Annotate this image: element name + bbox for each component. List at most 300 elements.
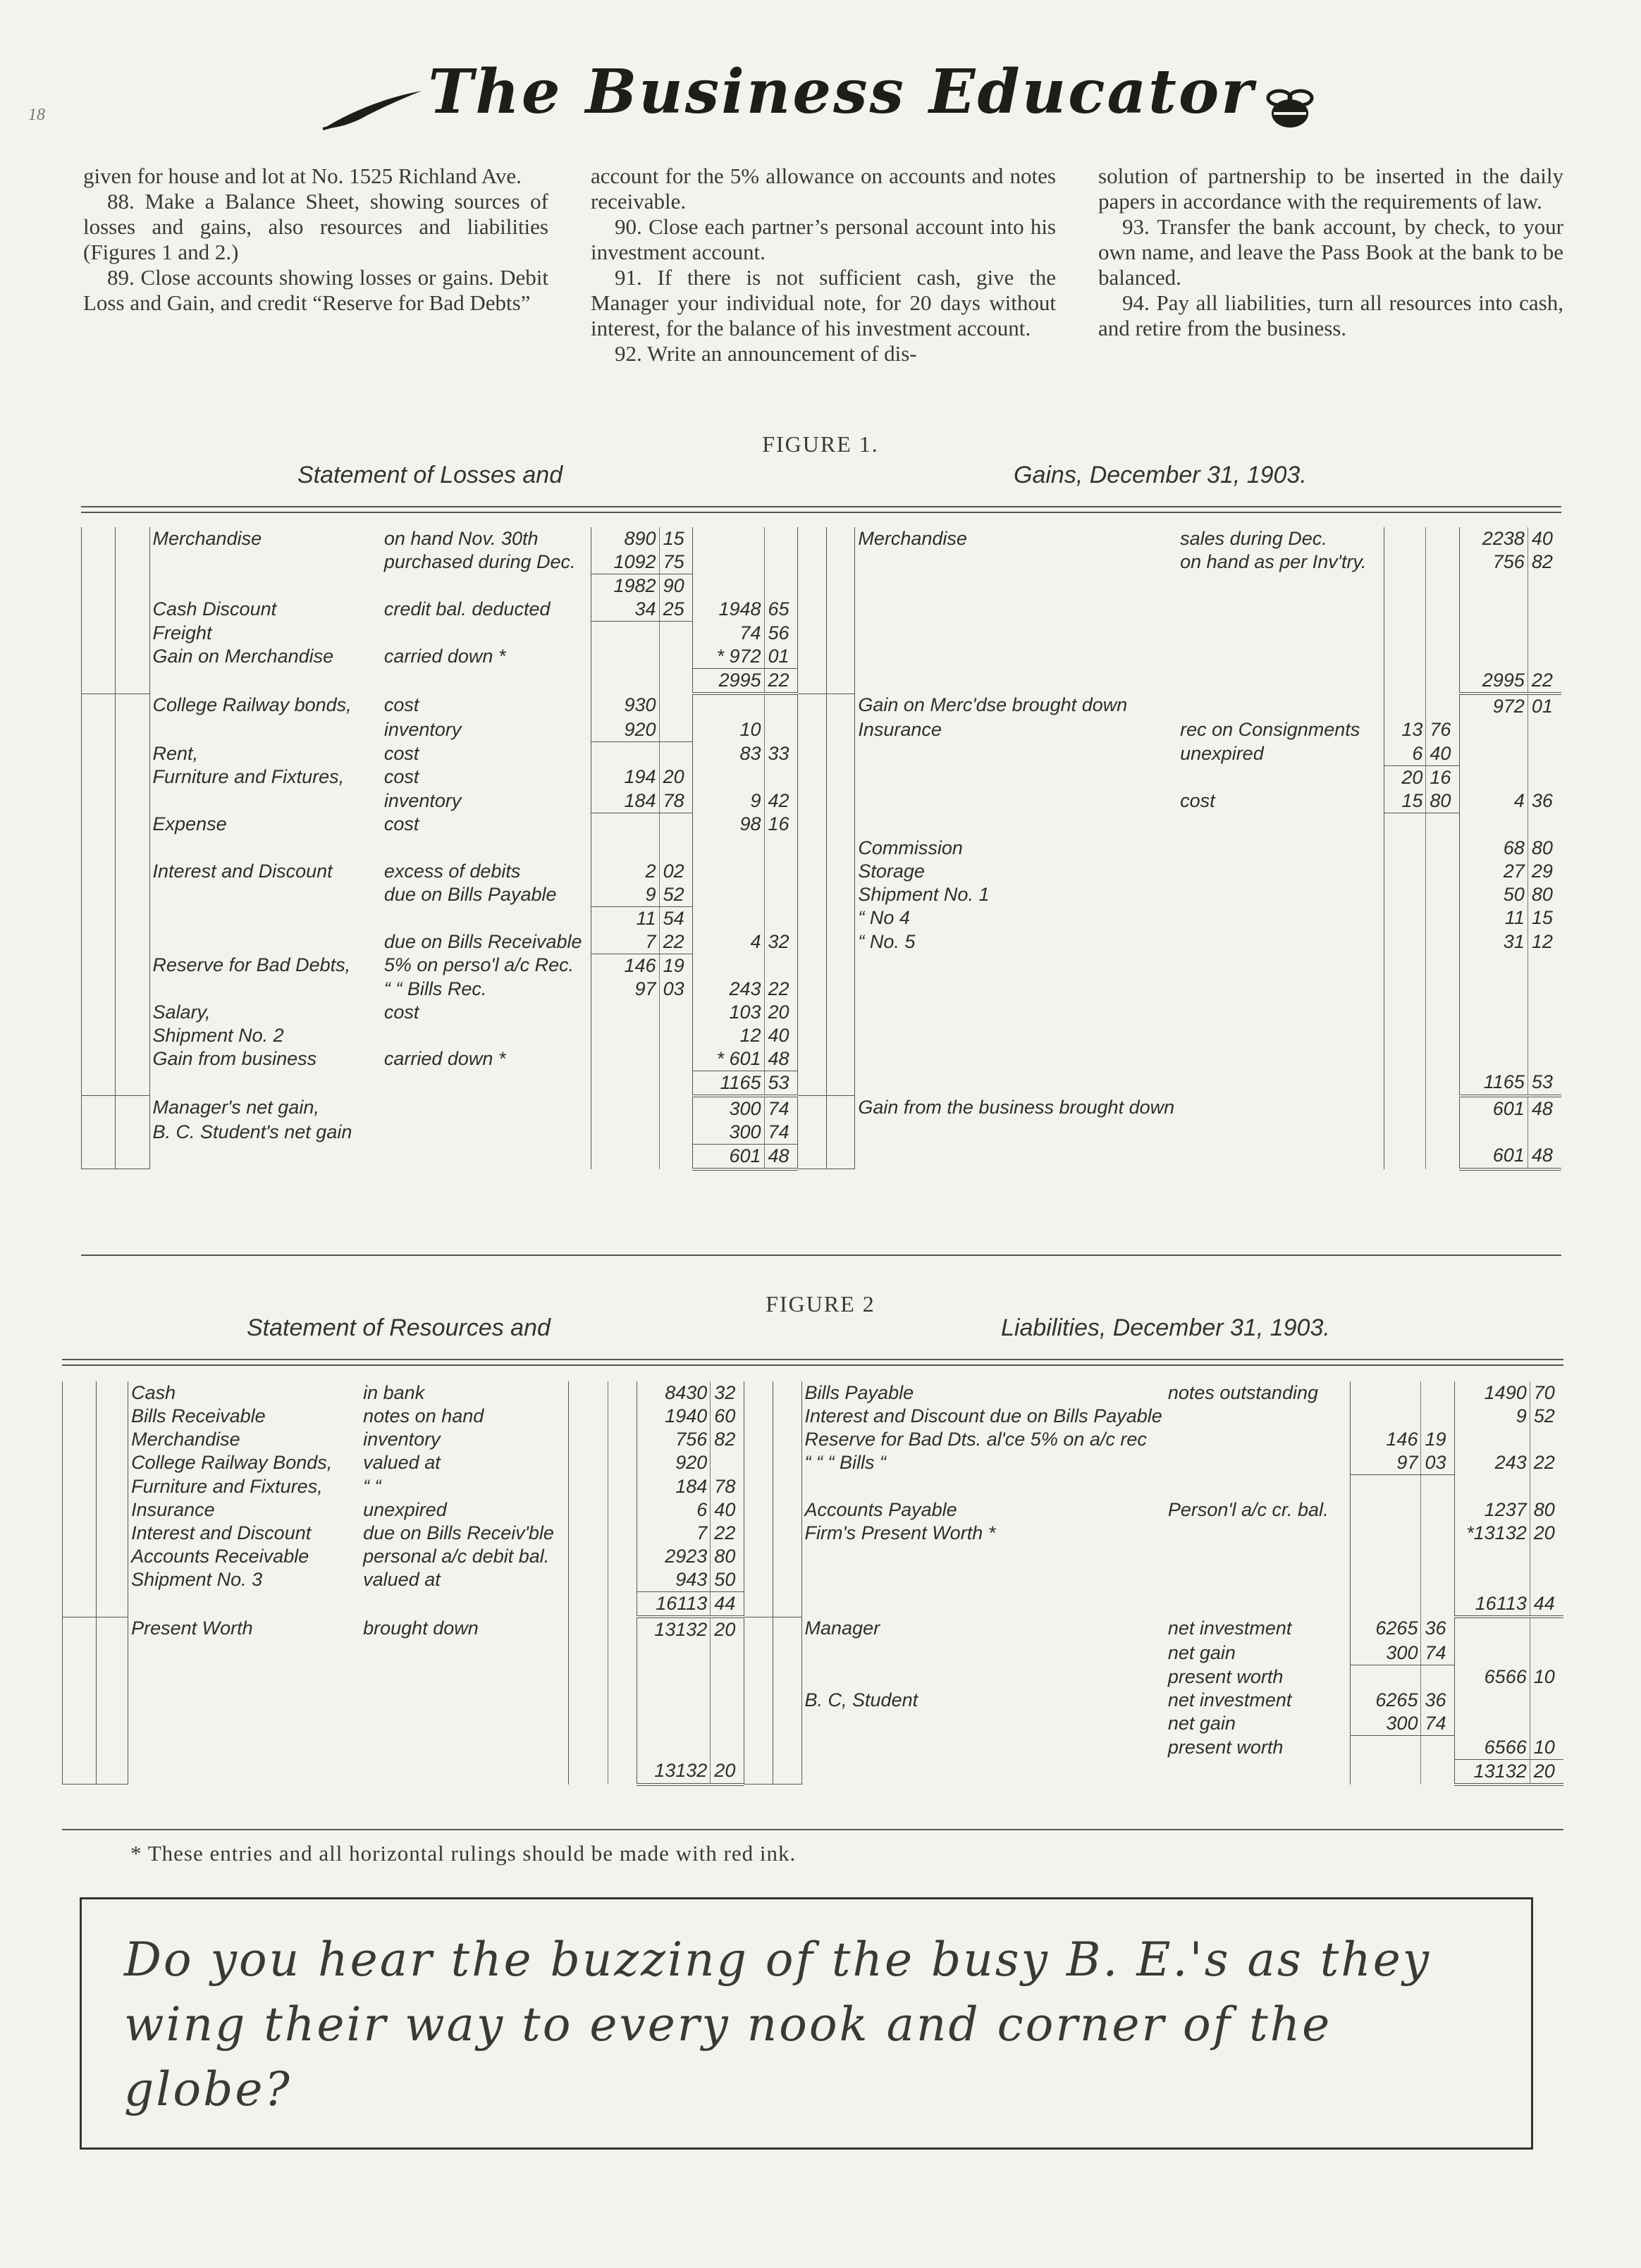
ledger-cents-right: 01 bbox=[1528, 694, 1561, 718]
ledger-amount-inner-right: 6265 bbox=[1350, 1689, 1421, 1712]
ledger-row bbox=[63, 1405, 1564, 1428]
ledger-amount-inner-right bbox=[1384, 837, 1426, 860]
ledger-detail bbox=[381, 1024, 591, 1047]
ledger-account: Shipment No. 2 bbox=[149, 1024, 381, 1047]
ledger-cents: 50 bbox=[711, 1568, 744, 1592]
ledger-account-right bbox=[855, 1024, 1177, 1047]
ledger-margin bbox=[116, 527, 149, 550]
ledger-cents-inner bbox=[659, 813, 693, 837]
ledger-margin bbox=[63, 1428, 97, 1451]
ledger-margin bbox=[773, 1522, 801, 1545]
ledger-margin bbox=[116, 1001, 149, 1024]
ledger-amount-inner bbox=[568, 1592, 608, 1617]
ledger-margin bbox=[826, 645, 855, 669]
quill-pen-icon bbox=[319, 85, 425, 135]
ledger-margin bbox=[82, 1121, 116, 1145]
ledger-amount-inner bbox=[591, 1047, 659, 1071]
ledger-row bbox=[82, 954, 1562, 978]
ledger-amount: 98 bbox=[693, 813, 764, 837]
ledger-cents-inner bbox=[659, 1121, 693, 1145]
ledger-amount-right bbox=[1460, 1001, 1528, 1024]
ledger-margin bbox=[82, 1024, 116, 1047]
ledger-margin bbox=[63, 1759, 97, 1785]
ledger-detail: cost bbox=[383, 694, 419, 715]
ledger-margin bbox=[63, 1405, 97, 1428]
ledger-cents-inner-right bbox=[1421, 1498, 1455, 1522]
ledger-cents: 80 bbox=[711, 1545, 744, 1568]
ledger-detail bbox=[381, 574, 591, 598]
ledger-cents: 56 bbox=[764, 622, 798, 646]
ledger-amount bbox=[693, 765, 764, 789]
ledger-cents-right bbox=[1530, 1641, 1563, 1665]
ledger-margin bbox=[97, 1475, 128, 1499]
ledger-row bbox=[82, 1071, 1562, 1096]
ledger-amount bbox=[637, 1736, 711, 1760]
ledger-amount-inner: 1092 bbox=[591, 550, 659, 574]
article-paragraph: given for house and lot at No. 1525 Richland Ave. bbox=[83, 164, 522, 188]
ledger-detail: due on Bills Receivable bbox=[383, 930, 582, 952]
ledger-amount-inner bbox=[568, 1522, 608, 1545]
ledger-detail-right bbox=[1165, 1405, 1350, 1428]
ledger-detail bbox=[360, 1592, 568, 1617]
ledger-account bbox=[128, 1592, 361, 1617]
ledger-amount-inner-right bbox=[1384, 860, 1426, 883]
ledger-account-right bbox=[855, 598, 1177, 622]
ledger-account-right bbox=[855, 813, 1177, 837]
ledger-margin bbox=[744, 1428, 773, 1451]
ledger-account-right bbox=[855, 645, 1177, 669]
ledger-cents-inner-right bbox=[1421, 1736, 1455, 1760]
ledger-margin bbox=[116, 742, 149, 766]
ledger-amount-inner bbox=[568, 1568, 608, 1592]
ledger-cents-inner-right: 36 bbox=[1421, 1689, 1455, 1712]
ledger-cents-right: 10 bbox=[1530, 1736, 1563, 1760]
ledger-margin bbox=[82, 837, 116, 860]
ledger-margin bbox=[97, 1451, 128, 1475]
ledger-margin bbox=[116, 622, 149, 646]
ledger-account-right bbox=[855, 1144, 1177, 1169]
ledger-margin bbox=[63, 1689, 97, 1712]
ledger-margin bbox=[82, 883, 116, 907]
ledger-margin bbox=[826, 906, 855, 930]
ledger-margin bbox=[826, 718, 855, 742]
ledger-cents-inner bbox=[659, 1001, 693, 1024]
figure-1-top-rule-2 bbox=[81, 512, 1561, 513]
ledger-amount-inner bbox=[568, 1736, 608, 1760]
ledger-margin bbox=[82, 765, 116, 789]
ledger-amount-inner bbox=[568, 1381, 608, 1405]
ledger-cents-right bbox=[1528, 954, 1561, 978]
ledger-margin bbox=[744, 1475, 773, 1499]
ledger-detail: carried down * bbox=[383, 646, 506, 667]
ledger-row bbox=[82, 622, 1562, 646]
ledger-row bbox=[82, 978, 1562, 1001]
ledger-row bbox=[63, 1665, 1564, 1689]
ledger-cents-right bbox=[1528, 1047, 1561, 1071]
ledger-detail-right: notes outstanding bbox=[1167, 1382, 1318, 1403]
ledger-detail-right bbox=[1165, 1522, 1350, 1545]
ledger-margin bbox=[744, 1405, 773, 1428]
ledger-margin bbox=[116, 550, 149, 574]
ledger-amount-inner bbox=[591, 1071, 659, 1096]
ledger-margin bbox=[63, 1736, 97, 1760]
ledger-amount-right: 601 bbox=[1460, 1096, 1528, 1121]
ledger-account-right bbox=[855, 765, 1177, 789]
ledger-cents-right bbox=[1530, 1689, 1563, 1712]
ledger-account-right: “ No. 5 bbox=[855, 930, 1177, 954]
ledger-cents-inner-right bbox=[1421, 1545, 1455, 1568]
ledger-margin bbox=[744, 1545, 773, 1568]
ledger-margin bbox=[116, 954, 149, 978]
ledger-account-right bbox=[855, 1071, 1177, 1096]
ledger-margin bbox=[826, 1071, 855, 1096]
ledger-row bbox=[82, 598, 1562, 622]
ledger-cents-inner: 20 bbox=[659, 765, 693, 789]
ledger-amount-right: 13132 bbox=[1455, 1759, 1530, 1785]
ledger-detail-right bbox=[1177, 694, 1384, 718]
ledger-amount-inner: 146 bbox=[591, 954, 659, 978]
ledger-row bbox=[82, 906, 1562, 930]
ledger-detail bbox=[360, 1759, 568, 1785]
ledger-amount: 10 bbox=[693, 718, 764, 742]
ledger-margin bbox=[826, 1047, 855, 1071]
ledger-detail: “ “ bbox=[363, 1475, 381, 1497]
ledger-amount-inner: 194 bbox=[591, 765, 659, 789]
ledger-row bbox=[82, 1047, 1562, 1071]
ledger-row bbox=[63, 1759, 1564, 1785]
ledger-row bbox=[82, 789, 1562, 813]
ledger-detail-right bbox=[1177, 1001, 1384, 1024]
ledger-amount: 756 bbox=[637, 1428, 711, 1451]
ledger-margin bbox=[826, 527, 855, 550]
ledger-row bbox=[82, 837, 1562, 860]
ledger-cents-right: 22 bbox=[1528, 669, 1561, 694]
ledger-amount-right: 9 bbox=[1455, 1405, 1530, 1428]
ledger-amount-inner bbox=[591, 837, 659, 860]
ledger-amount-inner: 97 bbox=[591, 978, 659, 1001]
ledger-cents bbox=[711, 1689, 744, 1712]
ledger-account: Merchandise bbox=[149, 527, 381, 550]
ledger-cents bbox=[764, 765, 798, 789]
ledger-cents-inner bbox=[608, 1381, 637, 1405]
ledger-account: Salary, bbox=[149, 1001, 381, 1024]
ledger-amount-inner bbox=[591, 1144, 659, 1169]
ledger-amount: 920 bbox=[637, 1451, 711, 1475]
ledger-detail bbox=[381, 906, 591, 930]
ledger-margin bbox=[798, 1001, 827, 1024]
ledger-detail: cost bbox=[383, 766, 419, 787]
ledger-amount: 1165 bbox=[693, 1071, 764, 1096]
ledger-amount-right bbox=[1455, 1428, 1530, 1451]
ledger-amount-right: *13132 bbox=[1455, 1522, 1530, 1545]
ledger-cents-inner-right: 03 bbox=[1421, 1451, 1455, 1475]
ledger-amount-right bbox=[1455, 1641, 1530, 1665]
ledger-amount-right bbox=[1455, 1617, 1530, 1641]
ledger-amount-inner-right bbox=[1350, 1568, 1421, 1592]
ledger-margin bbox=[63, 1381, 97, 1405]
ledger-account: Cash bbox=[128, 1381, 361, 1405]
ledger-margin bbox=[798, 954, 827, 978]
ledger-detail bbox=[360, 1736, 568, 1760]
ledger-account bbox=[149, 1071, 381, 1096]
ledger-amount-inner: 2 bbox=[591, 860, 659, 883]
ledger-margin bbox=[826, 1001, 855, 1024]
ledger-account-right: Accounts Payable bbox=[801, 1498, 1165, 1522]
ledger-margin bbox=[798, 860, 827, 883]
ledger-margin bbox=[82, 622, 116, 646]
ledger-amount-right bbox=[1460, 765, 1528, 789]
ledger-margin bbox=[798, 669, 827, 694]
ledger-amount-inner-right: 6 bbox=[1384, 742, 1426, 766]
ledger-margin bbox=[63, 1665, 97, 1689]
ledger-margin bbox=[63, 1522, 97, 1545]
ledger-margin bbox=[97, 1381, 128, 1405]
ledger-margin bbox=[773, 1405, 801, 1428]
ledger-account bbox=[128, 1736, 361, 1760]
ledger-amount-inner-right bbox=[1350, 1759, 1421, 1785]
ledger-cents-right bbox=[1530, 1545, 1563, 1568]
ledger-cents-right bbox=[1530, 1568, 1563, 1592]
ledger-amount-inner: 184 bbox=[591, 789, 659, 813]
ledger-cents-inner-right: 40 bbox=[1426, 742, 1460, 766]
ledger-cents-inner bbox=[608, 1475, 637, 1499]
ledger-amount-inner: 920 bbox=[591, 718, 659, 742]
ledger-cents: 48 bbox=[764, 1144, 798, 1169]
ledger-margin bbox=[82, 742, 116, 766]
ledger-amount: 6 bbox=[637, 1498, 711, 1522]
ledger-margin bbox=[798, 883, 827, 907]
ledger-amount-inner bbox=[568, 1617, 608, 1641]
ledger-amount-inner bbox=[568, 1405, 608, 1428]
ledger-account-right: Reserve for Bad Dts. al'ce 5% on a/c rec bbox=[801, 1428, 1165, 1451]
ledger-amount-inner-right: 146 bbox=[1350, 1428, 1421, 1451]
ledger-margin bbox=[82, 694, 116, 718]
ledger-detail-right: net gain bbox=[1167, 1642, 1236, 1663]
ledger-amount-right: 16113 bbox=[1455, 1592, 1530, 1617]
ledger-margin bbox=[826, 1121, 855, 1145]
article-paragraph: solution of partnership to be inserted in the daily papers in accordance with the requirements of law. bbox=[1098, 164, 1563, 214]
ledger-cents-right bbox=[1530, 1712, 1563, 1736]
ledger-detail-right bbox=[1165, 1759, 1350, 1785]
ledger-account-right bbox=[855, 789, 1177, 813]
ledger-amount bbox=[693, 906, 764, 930]
ledger-cents-inner-right bbox=[1421, 1665, 1455, 1689]
ledger-cents-right bbox=[1528, 765, 1561, 789]
ledger-account: Rent, bbox=[149, 742, 381, 766]
ledger-cents-right bbox=[1528, 645, 1561, 669]
article-paragraph: 90. Close each partner’s personal account into his investment account. bbox=[591, 214, 1056, 264]
ledger-cents-right bbox=[1528, 813, 1561, 837]
ledger-cents-right bbox=[1528, 742, 1561, 766]
ledger-cents-inner bbox=[659, 694, 693, 718]
ledger-cents-right: 40 bbox=[1528, 527, 1561, 550]
ledger-margin bbox=[826, 694, 855, 718]
ledger-cents-inner bbox=[659, 1096, 693, 1121]
ledger-cents-right: 20 bbox=[1530, 1522, 1563, 1545]
ledger-account: Present Worth bbox=[128, 1617, 361, 1641]
ledger-amount-inner bbox=[591, 1024, 659, 1047]
ledger-cents: 53 bbox=[764, 1071, 798, 1096]
ledger-account-right: Commission bbox=[855, 837, 1177, 860]
ledger-cents-right: 80 bbox=[1528, 837, 1561, 860]
ledger-amount: 1940 bbox=[637, 1405, 711, 1428]
ledger-cents: 48 bbox=[764, 1047, 798, 1071]
ledger-account-right bbox=[801, 1568, 1165, 1592]
ledger-cents: 20 bbox=[711, 1617, 744, 1641]
ledger-cents-inner-right bbox=[1421, 1568, 1455, 1592]
ledger-amount-inner-right bbox=[1384, 550, 1426, 574]
ledger-amount: 300 bbox=[693, 1096, 764, 1121]
ledger-margin bbox=[97, 1617, 128, 1641]
ledger-account-right: Merchandise bbox=[855, 527, 1177, 550]
ledger-account bbox=[149, 789, 381, 813]
ledger-margin bbox=[97, 1545, 128, 1568]
ledger-amount bbox=[693, 574, 764, 598]
ledger-account-right bbox=[801, 1712, 1165, 1736]
ledger-margin bbox=[798, 527, 827, 550]
ledger-margin bbox=[798, 1144, 827, 1169]
ledger-account bbox=[149, 906, 381, 930]
ledger-detail-right bbox=[1177, 622, 1384, 646]
ledger-row bbox=[63, 1641, 1564, 1665]
ledger-margin bbox=[773, 1475, 801, 1499]
ledger-cents-inner bbox=[608, 1568, 637, 1592]
ledger-cents-inner bbox=[659, 742, 693, 766]
ledger-account bbox=[128, 1689, 361, 1712]
ledger-margin bbox=[744, 1641, 773, 1665]
ledger-cents bbox=[764, 527, 798, 550]
ledger-cents-inner-right bbox=[1426, 1001, 1460, 1024]
ledger-account: Merchandise bbox=[128, 1428, 361, 1451]
ledger-margin bbox=[826, 1096, 855, 1121]
ledger-margin bbox=[116, 789, 149, 813]
ledger-account-right bbox=[855, 622, 1177, 646]
ledger-amount-inner-right bbox=[1384, 645, 1426, 669]
ledger-detail bbox=[381, 1096, 591, 1121]
ledger-detail: 5% on perso'l a/c Rec. bbox=[383, 954, 574, 975]
ledger-detail-right bbox=[1177, 1144, 1384, 1169]
ledger-amount-right bbox=[1455, 1545, 1530, 1568]
ledger-detail: due on Bills Payable bbox=[383, 883, 557, 905]
ledger-row bbox=[63, 1617, 1564, 1641]
ledger-margin bbox=[82, 813, 116, 837]
ledger-amount-right bbox=[1460, 645, 1528, 669]
ledger-amount: 4 bbox=[693, 930, 764, 954]
ledger-margin bbox=[116, 978, 149, 1001]
ledger-cents-right: 80 bbox=[1528, 883, 1561, 907]
ledger-account-right: B. C, Student bbox=[801, 1689, 1165, 1712]
ledger-cents-inner bbox=[608, 1759, 637, 1785]
ledger-detail-right: unexpired bbox=[1180, 742, 1264, 764]
figure-2-caption-right: Liabilities, December 31, 1903. bbox=[1001, 1314, 1330, 1341]
ledger-margin bbox=[798, 906, 827, 930]
ledger-amount-right: 756 bbox=[1460, 550, 1528, 574]
ledger-cents-inner bbox=[659, 1047, 693, 1071]
ledger-amount-right: 1237 bbox=[1455, 1498, 1530, 1522]
ledger-margin bbox=[116, 837, 149, 860]
ledger-margin bbox=[744, 1498, 773, 1522]
ledger-detail-right bbox=[1177, 1096, 1384, 1121]
ledger-detail-right bbox=[1177, 906, 1384, 930]
ledger-row bbox=[63, 1545, 1564, 1568]
ledger-detail: valued at bbox=[363, 1569, 441, 1590]
ledger-account: College Railway Bonds, bbox=[128, 1451, 361, 1475]
ledger-amount-right: 27 bbox=[1460, 860, 1528, 883]
ledger-amount-inner bbox=[591, 645, 659, 669]
ledger-margin bbox=[744, 1665, 773, 1689]
ledger-amount-inner bbox=[591, 1001, 659, 1024]
ledger-row bbox=[82, 574, 1562, 598]
ledger-account bbox=[149, 930, 381, 954]
ledger-cents-inner-right bbox=[1426, 574, 1460, 598]
ledger-amount: * 972 bbox=[693, 645, 764, 669]
ledger-amount-inner bbox=[568, 1665, 608, 1689]
ledger-cents: 40 bbox=[711, 1498, 744, 1522]
ledger-account: Gain from business bbox=[149, 1047, 381, 1071]
ledger-amount-right bbox=[1460, 813, 1528, 837]
ledger-margin bbox=[97, 1665, 128, 1689]
figure-1-caption-right: Gains, December 31, 1903. bbox=[1014, 462, 1307, 488]
ledger-margin bbox=[82, 1047, 116, 1071]
ledger-amount-inner-right bbox=[1384, 1047, 1426, 1071]
ledger-row bbox=[82, 645, 1562, 669]
ledger-account-right: Bills Payable bbox=[801, 1381, 1165, 1405]
ledger-margin bbox=[826, 742, 855, 766]
ledger-margin bbox=[773, 1736, 801, 1760]
ledger-amount-inner-right bbox=[1384, 1071, 1426, 1096]
ledger-detail-right: rec on Consignments bbox=[1180, 719, 1360, 740]
ledger-account: Gain on Merchandise bbox=[149, 645, 381, 669]
ledger-account-right: “ “ “ Bills “ bbox=[801, 1451, 1165, 1475]
ledger-amount: 184 bbox=[637, 1475, 711, 1499]
ledger-cents-inner bbox=[659, 669, 693, 694]
ledger-cents bbox=[764, 694, 798, 718]
ledger-detail-right: net gain bbox=[1167, 1713, 1236, 1734]
ledger-cents-inner bbox=[659, 622, 693, 646]
ledger-amount-right: 1490 bbox=[1455, 1381, 1530, 1405]
ledger-row bbox=[63, 1592, 1564, 1617]
ledger-detail: carried down * bbox=[383, 1047, 506, 1069]
ledger-row bbox=[63, 1428, 1564, 1451]
ledger-detail-right bbox=[1177, 883, 1384, 907]
ledger-amount-inner-right bbox=[1384, 813, 1426, 837]
figure-1-caption-left: Statement of Losses and bbox=[297, 462, 563, 488]
ledger-cents-right: 15 bbox=[1528, 906, 1561, 930]
ledger-cents: 40 bbox=[764, 1024, 798, 1047]
ledger-margin bbox=[773, 1568, 801, 1592]
ledger-amount: 74 bbox=[693, 622, 764, 646]
ledger-amount-inner-right bbox=[1350, 1545, 1421, 1568]
ledger-detail bbox=[381, 1071, 591, 1096]
ledger-row bbox=[82, 765, 1562, 789]
ledger-amount-inner-right bbox=[1350, 1381, 1421, 1405]
ledger-cents-right: 10 bbox=[1530, 1665, 1563, 1689]
ledger-account: Cash Discount bbox=[149, 598, 381, 622]
ledger-margin bbox=[82, 978, 116, 1001]
ledger-row bbox=[63, 1498, 1564, 1522]
ledger-cents-inner: 54 bbox=[659, 906, 693, 930]
ledger-amount-inner-right: 13 bbox=[1384, 718, 1426, 742]
ledger-margin bbox=[826, 860, 855, 883]
ledger-cents-inner-right bbox=[1426, 883, 1460, 907]
ledger-margin bbox=[97, 1712, 128, 1736]
ledger-amount-inner bbox=[568, 1712, 608, 1736]
ledger-cents-right: 80 bbox=[1530, 1498, 1563, 1522]
ledger-amount-right bbox=[1455, 1712, 1530, 1736]
ledger-cents-inner: 03 bbox=[659, 978, 693, 1001]
ledger-detail-right bbox=[1177, 669, 1384, 694]
ledger-amount-right bbox=[1460, 978, 1528, 1001]
